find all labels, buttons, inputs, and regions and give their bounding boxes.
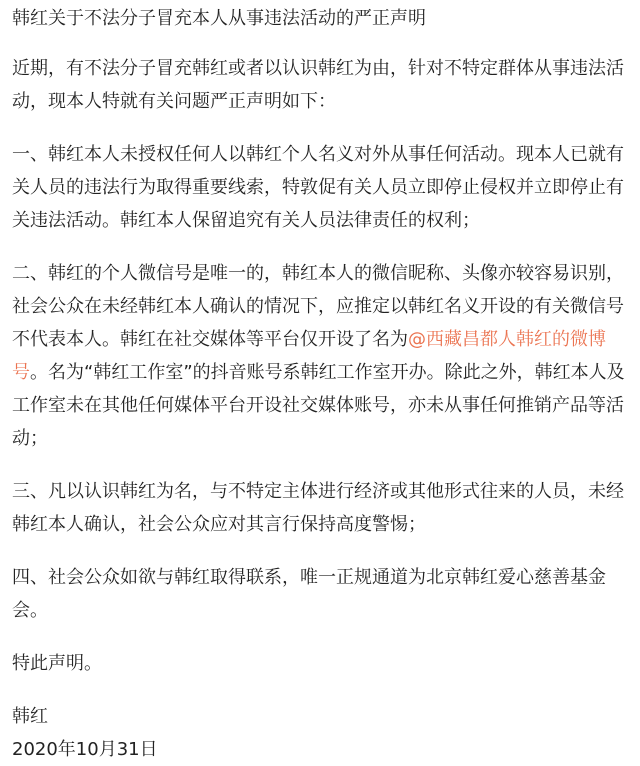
point-two-paragraph <box>12 257 630 455</box>
statement-date: 2020年10月31日 <box>12 739 158 760</box>
intro-paragraph: 近期，有不法分子冒充韩红或者以认识韩红为由，针对不特定群体从事违法活动，现本人特就有关问题严正声明如下： <box>12 58 624 112</box>
point-two-text-after: 。名为“韩红工作室”的抖音账号系韩红工作室开办。除此之外，韩红本人及工作室未在其他任何媒体平台开设社交媒体账号，亦未从事任何推销产品等活动； <box>12 362 625 449</box>
point-three-paragraph: 三、凡以认识韩红为名，与不特定主体进行经济或其他形式往来的人员，未经韩红本人确认，社会公众应对其言行保持高度警惕； <box>12 481 624 535</box>
closing-line: 特此声明。 <box>12 653 102 674</box>
signer-name: 韩红 <box>12 706 48 727</box>
point-one-paragraph: 一、韩红本人未授权任何人以韩红个人名义对外从事任何活动。现本人已就有关人员的违法行为取得重要线索，特敦促有关人员立即停止侵权并立即停止有关违法活动。韩红本人保留追究有关人员法律责任的权利； <box>12 144 624 231</box>
point-two-text-before: 二、韩红的个人微信号是唯一的，韩红本人的微信昵称、头像亦较容易识别，社会公众在未经韩红本人确认的情况下，应推定以韩红名义开设的有关微信号不代表本人。韩红在社交媒体等平台仅开设了名为 <box>12 263 624 350</box>
statement-title: 韩红关于不法分子冒充本人从事违法活动的严正声明 <box>12 8 426 29</box>
weibo-mention-link[interactable]: @西藏昌都人韩红的微博号 <box>12 329 606 383</box>
point-four-paragraph: 四、社会公众如欲与韩红取得联系，唯一正规通道为北京韩红爱心慈善基金会。 <box>12 567 606 621</box>
